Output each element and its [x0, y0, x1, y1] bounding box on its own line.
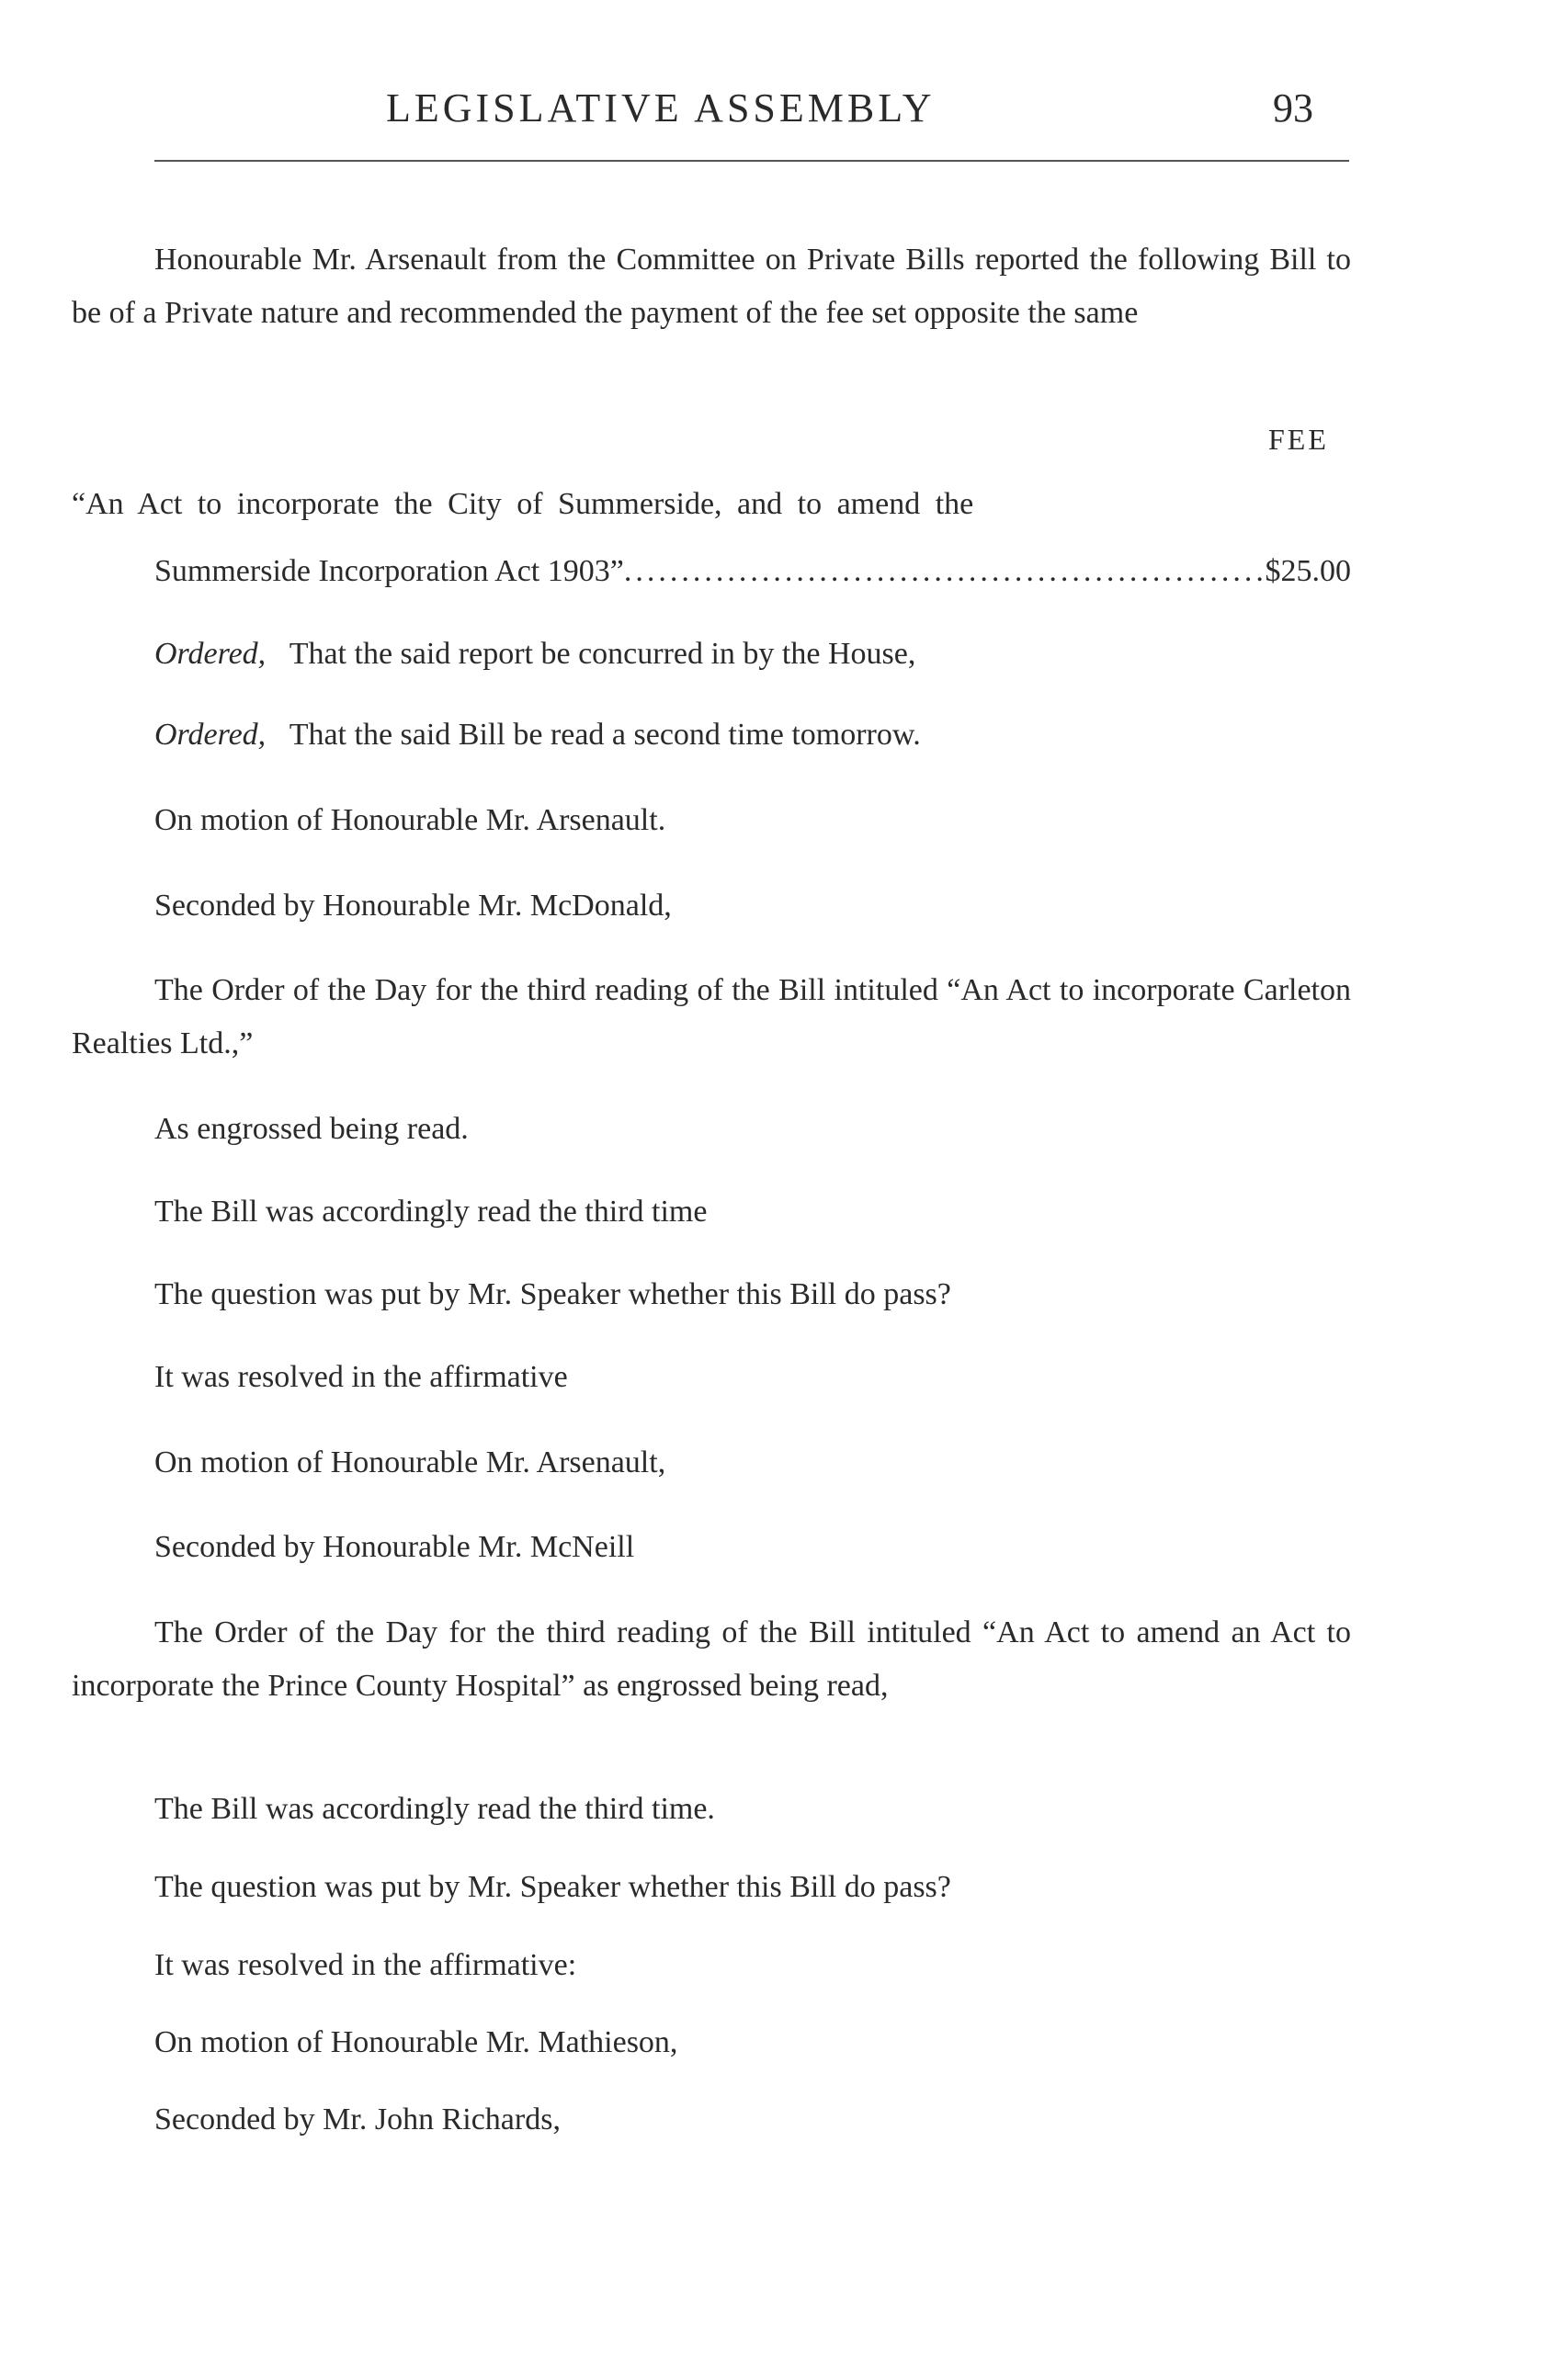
seconded-line: Seconded by Mr. John Richards, — [154, 2102, 561, 2136]
ordered-concurred — [154, 628, 1349, 681]
order-of-day-paragraph: The Order of the Day for the third reading of the Bill intituled “An Act to amend an Act to incorporate the Prince County Hospital” as engrossed being read, — [72, 1615, 1351, 1703]
fee-column-header: FEE — [1268, 423, 1329, 456]
seconded-line: Seconded by Honourable Mr. McDonald, — [154, 889, 672, 923]
resolved-line: It was resolved in the affirmative: — [154, 1948, 577, 1982]
ordered-label: Ordered, — [154, 637, 267, 671]
ordered-second-reading — [154, 708, 1349, 762]
bill-title-line-2-text: Summerside Incorporation Act 1903” — [154, 554, 624, 588]
bill-read-line: The Bill was accordingly read the third time — [154, 1195, 708, 1229]
resolved-line: It was resolved in the affirmative — [154, 1360, 568, 1394]
bill-fee-amount: $25.00 — [1265, 554, 1351, 588]
order-of-day-paragraph: The Order of the Day for the third reading of the Bill intituled “An Act to incorporate Carleton Realties Ltd.,” — [72, 973, 1351, 1060]
question-line: The question was put by Mr. Speaker whether this Bill do pass? — [154, 1870, 951, 1904]
bill-title-line-1: “An Act to incorporate the City of Summerside, and to amend the — [72, 487, 974, 521]
page-number: 93 — [1273, 85, 1313, 130]
bill-read-line: The Bill was accordingly read the third time. — [154, 1792, 715, 1826]
seconded-line: Seconded by Honourable Mr. McNeill — [154, 1530, 635, 1564]
question-line: The question was put by Mr. Speaker whether this Bill do pass? — [154, 1277, 951, 1311]
committee-report-paragraph: Honourable Mr. Arsenault from the Committee on Private Bills reported the following Bill to be of a Private nature and recommended the payment of the fee set opposite the same — [72, 243, 1351, 330]
ordered-label: Ordered, — [154, 718, 267, 752]
running-header-title: LEGISLATIVE ASSEMBLY — [386, 85, 936, 130]
ordered-text: That the said Bill be read a second time tomorrow. — [289, 718, 921, 752]
motion-line: On motion of Honourable Mr. Arsenault. — [154, 803, 666, 837]
engrossed-line: As engrossed being read. — [154, 1112, 469, 1146]
ordered-text: That the said report be concurred in by the House, — [289, 637, 916, 671]
header-rule — [154, 160, 1349, 162]
dot-leader — [624, 545, 1266, 598]
motion-line: On motion of Honourable Mr. Arsenault, — [154, 1445, 666, 1479]
motion-line: On motion of Honourable Mr. Mathieson, — [154, 2025, 678, 2059]
bill-title-line-2 — [154, 545, 1351, 598]
